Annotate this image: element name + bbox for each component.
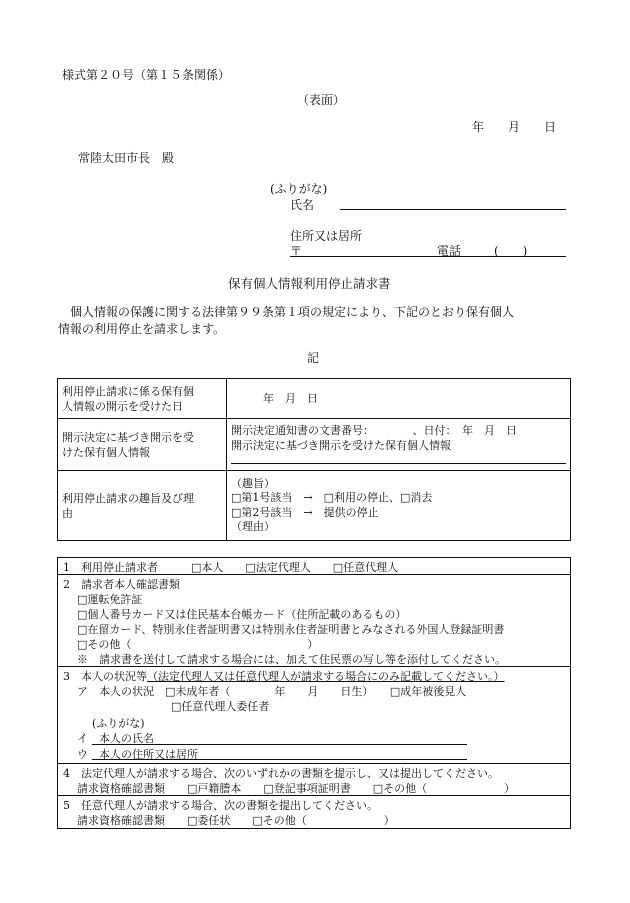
row3-value[interactable]	[227, 471, 571, 541]
applicant-address-label: 住所又は居所	[290, 229, 363, 243]
principal-name-label: イ 本人の氏名	[77, 732, 154, 745]
id-doc-option-3[interactable]: □在留カード、特別永住者証明書又は特別永住者証明書とみなされる外国人登録証明書	[77, 623, 505, 636]
intro-line-2: 情報の利用停止を請求します。	[58, 322, 226, 336]
requester-info-box	[57, 557, 571, 829]
row3-option-2: □第2号該当 → 提供の停止	[231, 505, 379, 519]
postal-mark: 〒	[290, 244, 303, 258]
intro-line-1: 個人情報の保護に関する法律第９９条第１項の規定により、下記のとおり保有個人	[70, 305, 515, 319]
row2-underline	[231, 463, 566, 464]
id-doc-note: ※ 請求書を送付して請求する場合には、加えて住民票の写し等を添付してください。	[77, 653, 506, 666]
id-doc-option-4[interactable]: □その他（ ）	[77, 638, 319, 651]
row2-doc-number: 開示決定通知書の文書番号： 、日付： 年 月 日	[231, 424, 517, 437]
row2-label: 開示決定に基づき開示を受 けた保有個人情報	[58, 419, 227, 471]
front-side-label: （表面）	[297, 93, 346, 107]
principal-status-2[interactable]: □任意代理人委任者	[171, 700, 270, 713]
applicant-furigana: (ふりがな)	[270, 182, 328, 196]
section-4-docs[interactable]: 請求資格確認書類 □戸籍謄本 □登記事項証明書 □その他（ ）	[77, 782, 516, 795]
section-4-title: 4 法定代理人が請求する場合、次のいずれかの書類を提示し、又は提出してください。	[63, 767, 499, 780]
section-1-requester[interactable]: 1 利用停止請求者 □本人 □法定代理人 □任意代理人	[63, 561, 399, 574]
principal-name-line[interactable]	[92, 744, 467, 745]
addressee: 常陸太田市長 殿	[78, 151, 175, 165]
section-5-divider	[58, 795, 570, 796]
row2-value[interactable]	[227, 419, 571, 471]
principal-furigana: (ふりがな)	[92, 717, 145, 730]
date-field: 年 月 日	[472, 120, 557, 134]
row3-option-1: □第1号該当 → □利用の停止、□消去	[231, 491, 433, 504]
id-doc-option-1[interactable]: □運転免許証	[77, 593, 143, 606]
principal-status[interactable]: ア 本人の状況 □未成年者（ 年 月 日生） □成年被後見人	[77, 685, 467, 698]
applicant-name-line[interactable]	[340, 209, 566, 210]
applicant-name-label: 氏名	[290, 198, 315, 212]
row2-info-label: 開示決定に基づき開示を受けた保有個人情報	[231, 439, 451, 452]
document-title: 保有個人情報利用停止請求書	[228, 276, 391, 291]
request-details-table	[57, 378, 571, 541]
section-3-title: 3 本人の状況等（法定代理人又は任意代理人が請求する場合にのみ記載してください。）	[63, 670, 505, 683]
row3-reason-heading: （理由）	[231, 520, 275, 533]
applicant-address-line[interactable]	[290, 256, 566, 257]
phone-paren: ( )	[494, 244, 528, 258]
section-5-title: 5 任意代理人が請求する場合、次の書類を提出してください。	[63, 799, 378, 812]
section-4-divider	[58, 763, 570, 764]
section-5-docs[interactable]: 請求資格確認書類 □委任状 □その他（ ）	[77, 814, 395, 827]
phone-label: 電話	[437, 244, 462, 258]
row1-value[interactable]: 年 月 日	[227, 379, 571, 419]
section-2-divider	[58, 574, 570, 575]
principal-address-label: ウ 本人の住所又は居所	[77, 748, 198, 761]
form-number: 様式第２０号（第１５条関係）	[62, 68, 231, 82]
row1-label: 利用停止請求に係る保有個 人情報の開示を受けた日	[58, 379, 227, 419]
section-2-title: 2 請求者本人確認書類	[63, 578, 180, 591]
id-doc-option-2[interactable]: □個人番号カード又は住民基本台帳カード（住所記載のあるもの）	[77, 608, 407, 621]
ki-mark: 記	[307, 351, 320, 365]
row3-purpose-heading: （趣旨）	[231, 476, 275, 490]
section-3-divider	[58, 666, 570, 667]
row3-label: 利用停止請求の趣旨及び理 由	[58, 471, 227, 541]
principal-address-line[interactable]	[92, 759, 467, 760]
